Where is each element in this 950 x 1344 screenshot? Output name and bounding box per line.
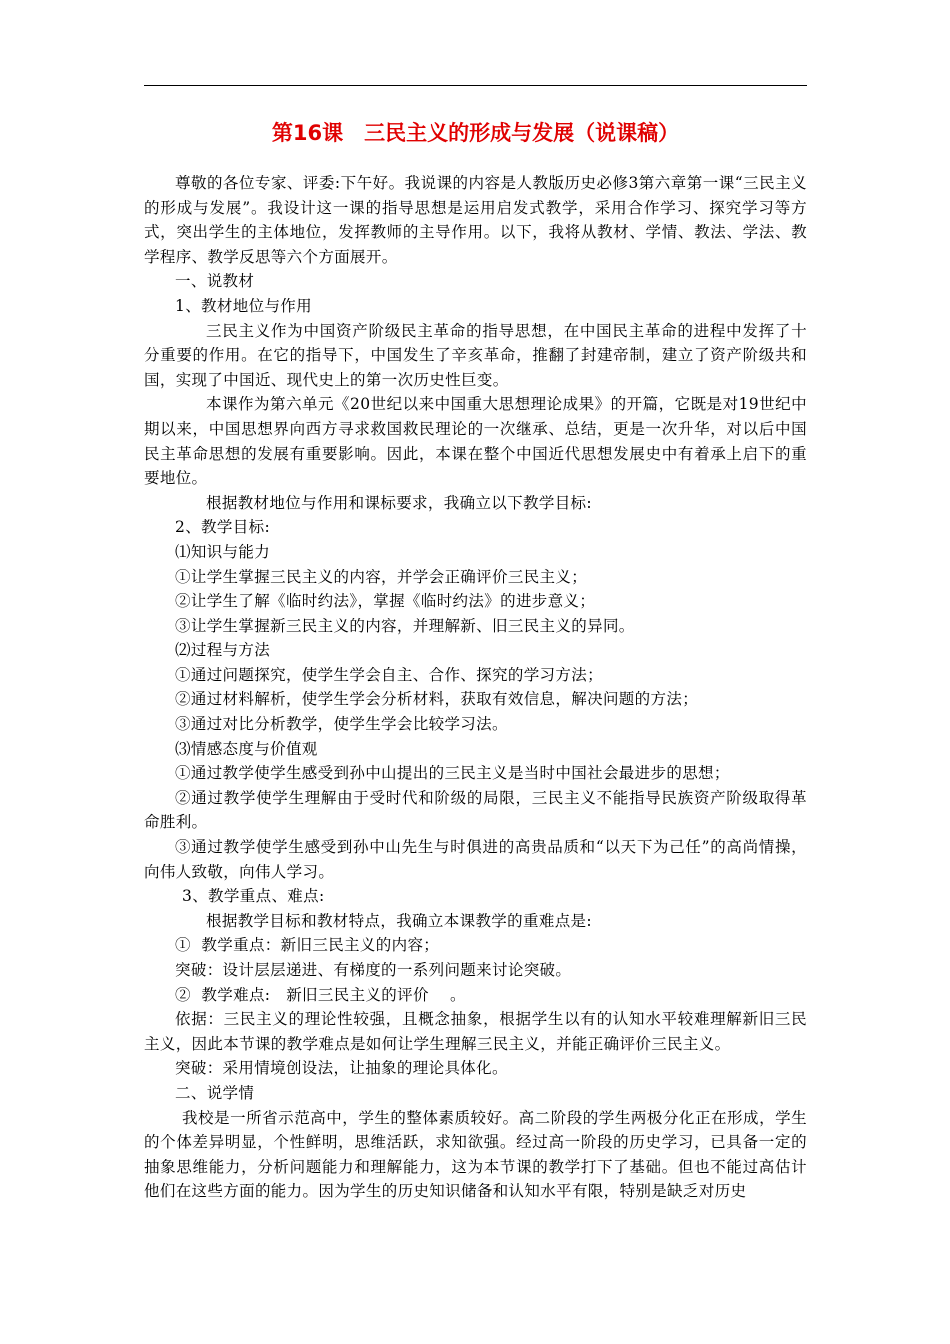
document-body [144,171,807,1204]
goal-category-emotion: ⑶情感态度与价值观 [175,739,318,758]
paragraph-goal-intro: 根据教材地位与作用和课标要求，我确立以下教学目标: [206,493,592,512]
basis-paragraph: 依据：三民主义的理论性较强，且概念抽象，根据学生以有的认知水平较难理解新旧三民主义，因此本节课的教学难点是如何让学生理解三民主义，并能正确评价三民主义。 [144,1010,807,1053]
subheading-teaching-goals: 2、教学目标: [175,518,271,537]
difficult-point-item: ② 教学难点: 新旧三民主义的评价 。 [175,985,466,1004]
goal-item: ②通过材料解析，使学生学会分析材料，获取有效信息，解决问题的方法； [175,690,699,709]
paragraph-intro: 尊敬的各位专家、评委:下午好。我说课的内容是人教版历史必修3第六章第一课“三民主义的形成与发展”。我设计这一课的指导思想是运用启发式教学，采用合作学习、探究学习等方式，突出学生的主体地位，发挥教师的主导作用。以下，我将从教材、学情、教法、学法、教学程序、教学反思等六个方面展开。 [144,174,807,266]
goal-item: ②通过教学使学生理解由于受时代和阶级的局限，三民主义不能指导民族资产阶级取得革命胜利。 [144,788,807,832]
key-point-item: ① 教学重点：新旧三民主义的内容； [175,936,440,955]
goal-item: ③通过教学使学生感受到孙中山先生与时俱进的高贵品质和“以天下为己任”的高尚情操，向伟人致敬，向伟人学习。 [144,838,807,881]
goal-item: ③让学生掌握新三民主义的内容，并理解新、旧三民主义的异同。 [175,616,635,635]
subheading-key-points: 3、教学重点、难点: [182,887,325,906]
breakthrough-note: 突破：设计层层递进、有梯度的一系列问题来讨论突破。 [175,961,572,979]
paragraph-students: 我校是一所省示范高中，学生的整体素质较好。高二阶段的学生两极分化正在形成，学生的个体差异明显，个性鲜明，思维活跃，求知欲强。经过高一阶段的历史学习，已具备一定的抽象思维能力，分析问题能力和理解能力，这为本节课的教学打下了基础。但也不能过高估计他们在这些方面的能力。因为学生的历史知识储备和认知水平有限，特别是缺乏对历史 [144,1108,807,1201]
goal-item: ①通过教学使学生感受到孙中山提出的三民主义是当时中国社会最进步的思想； [175,764,730,783]
goal-category-knowledge: ⑴知识与能力 [175,542,271,561]
page-title: 第16课 三民主义的形成与发展（说课稿） [271,121,680,145]
header-rule [144,85,807,86]
paragraph-role: 三民主义作为中国资产阶级民主革命的指导思想，在中国民主革命的进程中发挥了十分重要的作用。在它的指导下，中国发生了辛亥革命，推翻了封建帝制，建立了资产阶级共和国，实现了中国近、现代史上的第一次历史性巨变。 [144,321,807,389]
paragraph-key-points-intro: 根据教学目标和教材特点，我确立本课教学的重难点是: [206,911,592,930]
goal-item: ①让学生掌握三民主义的内容，并学会正确评价三民主义； [175,567,588,586]
section-heading-students: 二、说学情 [175,1083,255,1102]
goal-item: ②让学生了解《临时约法》，掌握《临时约法》的进步意义； [175,592,596,611]
goal-item: ①通过问题探究，使学生学会自主、合作、探究的学习方法； [175,665,603,684]
paragraph-status: 本课作为第六单元《20世纪以来中国重大思想理论成果》的开篇，它既是对19世纪中期以来，中国思想界向西方寻求救国救民理论的一次继承、总结，更是一次升华，对以后中国民主革命思想的发展有重要影响。因此，本课在整个中国近代思想发展史中有着承上启下的重要地位。 [144,395,807,488]
section-heading-textbook: 一、说教材 [175,272,255,291]
goal-item: ③通过对比分析教学，使学生学会比较学习法。 [175,715,508,734]
breakthrough-note: 突破：采用情境创设法，让抽象的理论具体化。 [175,1059,508,1078]
goal-category-process: ⑵过程与方法 [175,641,271,660]
subheading-status-role: 1、教材地位与作用 [175,296,313,315]
